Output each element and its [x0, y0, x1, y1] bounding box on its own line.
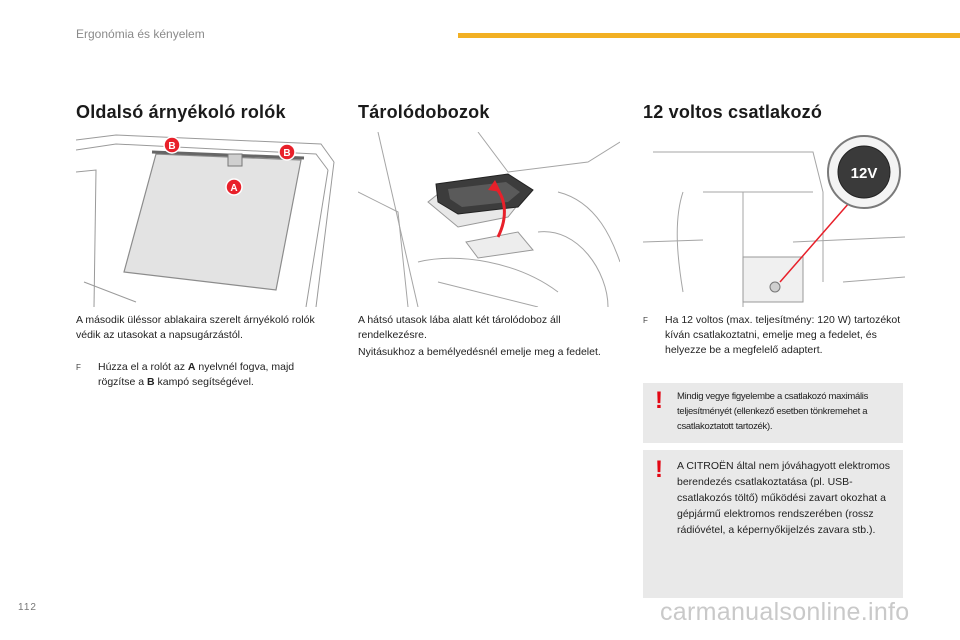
header-accent-bar — [458, 33, 960, 38]
warning-icon: ! — [655, 387, 663, 414]
warning-text-power: Mindig vegye figyelembe a csatlakozó maximális teljesítményét (ellenkező esetben tönkremehet a csatlakoztatott tartozék). — [677, 391, 869, 432]
socket-detail — [828, 136, 900, 208]
page-number: 112 — [18, 602, 37, 613]
storage-box-illustration — [358, 132, 620, 307]
warning-text-accessories: A CITROËN által nem jóváhagyott elektromos berendezés csatlakoztatása (pl. USB-csatlakozós töltő) működési zavart okozhat a gépjármű elektromos rendszerében (rossz rádióvétel, a képernyőkijelzés zavara stb.). — [677, 460, 891, 536]
warning-box-accessories — [643, 450, 903, 598]
svg-text:B: B — [283, 148, 291, 159]
sunblind-intro: A második üléssor ablakaira szerelt árnyékoló rolók védik az utasokat a napsugárzástól. — [76, 314, 315, 341]
callout-b-left — [164, 137, 180, 153]
storage-text-1: A hátsó utasok lába alatt két tárolódoboz áll rendelkezésre. — [358, 314, 561, 341]
socket-bullet-text: Ha 12 voltos (max. teljesítmény: 120 W) tartozékot kíván csatlakoztatni, emelje meg a fedelet, és helyezze be a megfelelő adaptert. — [665, 314, 901, 356]
svg-text:A: A — [230, 183, 238, 194]
callout-a — [226, 179, 242, 195]
svg-text:12V: 12V — [850, 165, 878, 182]
warning-box-power — [643, 383, 903, 443]
title-side-sunblinds: Oldalsó árnyékoló rolók — [76, 102, 286, 122]
socket-bullet — [643, 313, 901, 358]
watermark: carmanualsonline.info — [660, 598, 910, 626]
socket-illustration — [643, 132, 905, 307]
svg-text:B: B — [168, 141, 176, 152]
bullet-marker: F — [76, 363, 81, 372]
bullet-marker: F — [643, 316, 648, 325]
title-storage-boxes: Tárolódobozok — [358, 102, 490, 122]
title-12v-socket: 12 voltos csatlakozó — [643, 102, 823, 122]
callout-b-right — [279, 144, 295, 160]
sunblind-illustration — [76, 132, 336, 307]
warning-icon: ! — [655, 456, 663, 483]
storage-text-2: Nyitásukhoz a bemélyedésnél emelje meg a fedelet. — [358, 346, 601, 358]
sunblind-bullet — [76, 360, 334, 390]
section-header: Ergonómia és kényelem — [76, 27, 205, 41]
sunblind-bullet-text: Húzza el a rolót az A nyelvnél fogva, majd rögzítse a B kampó segítségével. — [98, 361, 295, 388]
